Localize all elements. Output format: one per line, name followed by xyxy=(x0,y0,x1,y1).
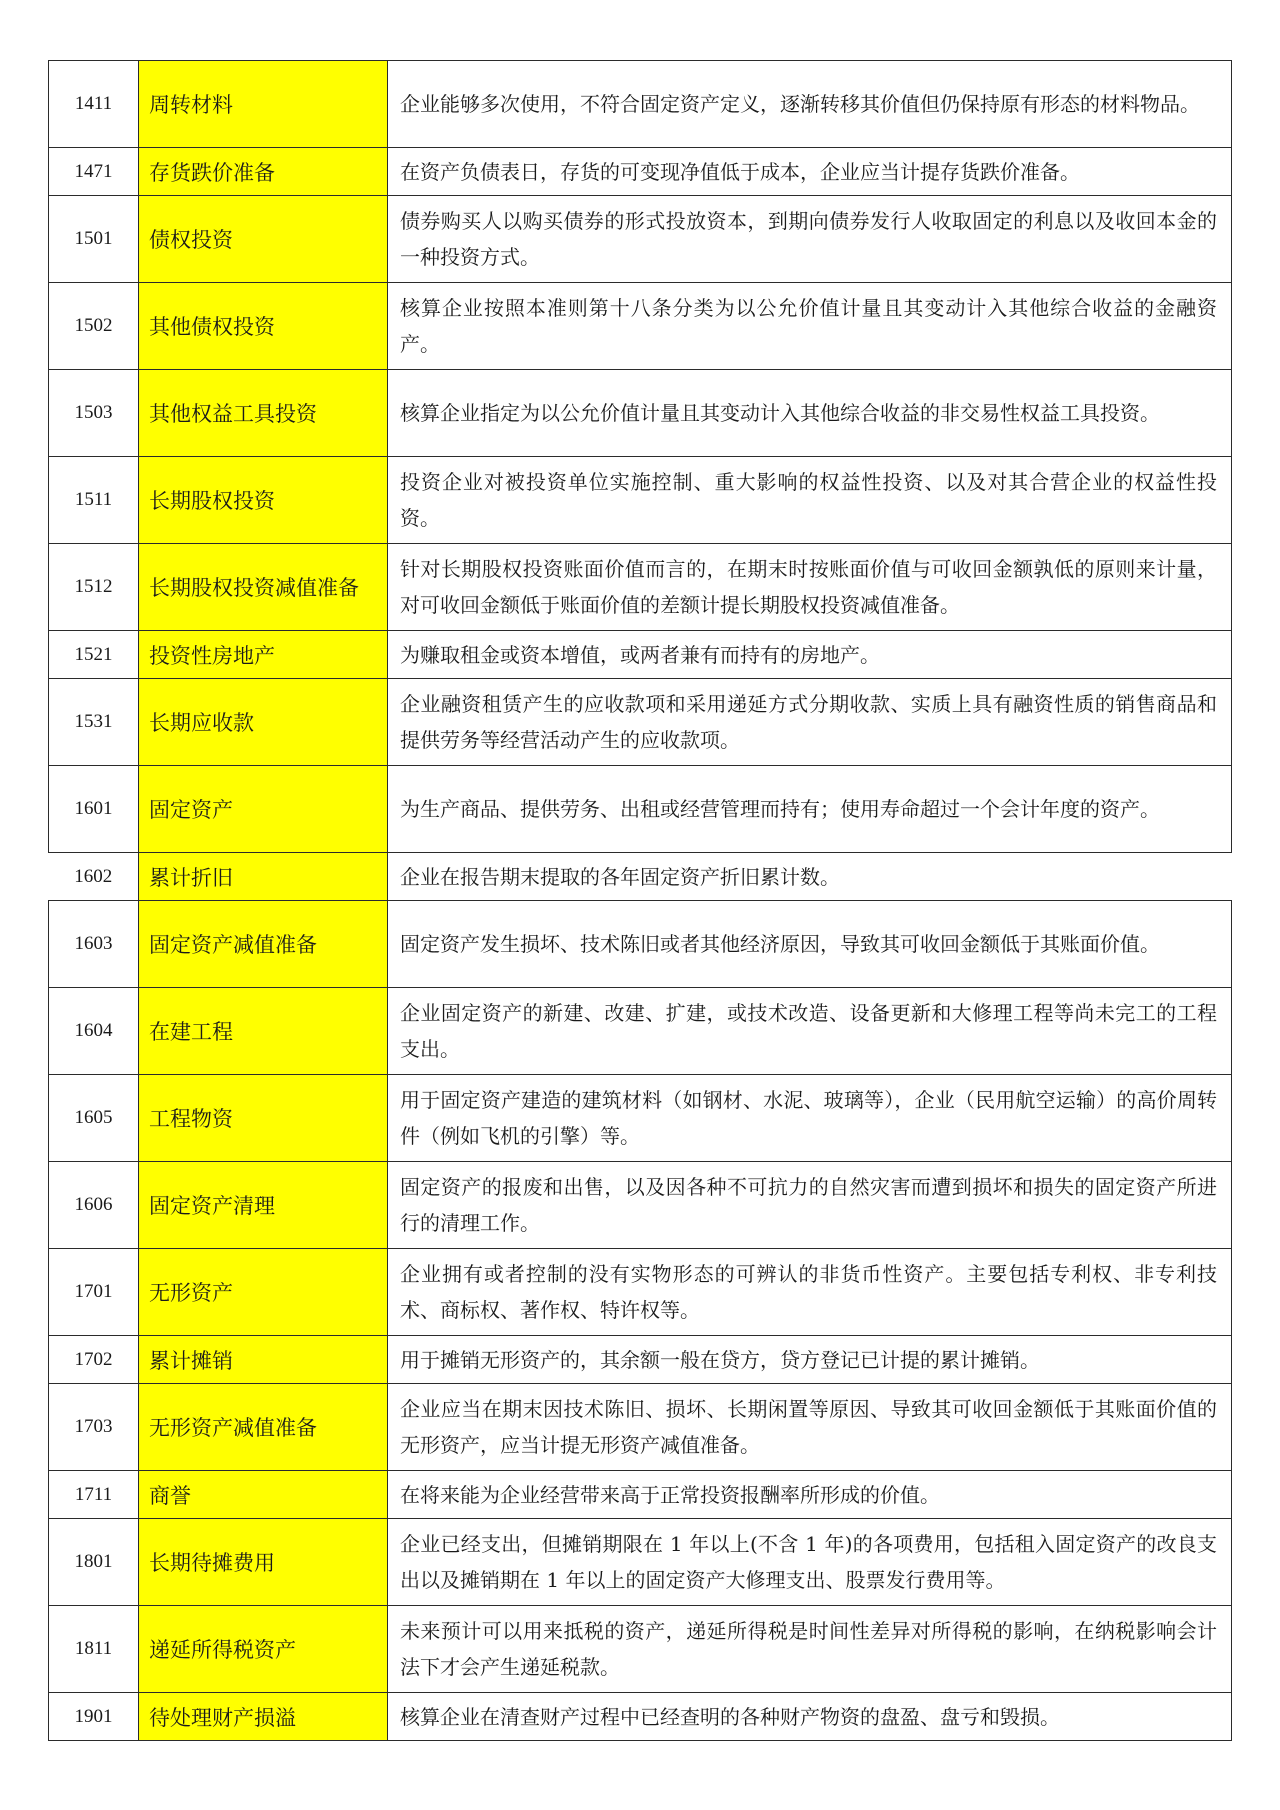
account-description: 核算企业指定为以公允价值计量且其变动计入其他综合收益的非交易性权益工具投资。 xyxy=(388,370,1232,457)
account-description: 用于摊销无形资产的，其余额一般在贷方，贷方登记已计提的累计摊销。 xyxy=(388,1336,1232,1384)
table-row xyxy=(49,901,1232,988)
account-description: 固定资产发生损坏、技术陈旧或者其他经济原因，导致其可收回金额低于其账面价值。 xyxy=(388,901,1232,988)
account-description: 针对长期股权投资账面价值而言的，在期末时按账面价值与可收回金额孰低的原则来计量，对可收回金额低于账面价值的差额计提长期股权投资减值准备。 xyxy=(388,544,1232,631)
account-description: 核算企业在清查财产过程中已经查明的各种财产物资的盘盈、盘亏和毁损。 xyxy=(388,1693,1232,1741)
account-code: 1604 xyxy=(49,988,139,1075)
account-code: 1531 xyxy=(49,679,139,766)
account-name: 长期股权投资 xyxy=(139,457,388,544)
table-row xyxy=(49,457,1232,544)
account-name: 无形资产 xyxy=(139,1249,388,1336)
account-code: 1702 xyxy=(49,1336,139,1384)
account-code: 1801 xyxy=(49,1519,139,1606)
account-name: 递延所得税资产 xyxy=(139,1606,388,1693)
account-description: 投资企业对被投资单位实施控制、重大影响的权益性投资、以及对其合营企业的权益性投资。 xyxy=(388,457,1232,544)
account-code: 1605 xyxy=(49,1075,139,1162)
table-row xyxy=(49,853,1232,901)
account-name: 固定资产清理 xyxy=(139,1162,388,1249)
account-name: 债权投资 xyxy=(139,196,388,283)
account-name: 无形资产减值准备 xyxy=(139,1384,388,1471)
account-name: 其他债权投资 xyxy=(139,283,388,370)
table-row xyxy=(49,1162,1232,1249)
table-row xyxy=(49,1336,1232,1384)
account-code: 1711 xyxy=(49,1471,139,1519)
account-description: 企业拥有或者控制的没有实物形态的可辨认的非货币性资产。主要包括专利权、非专利技术、商标权、著作权、特许权等。 xyxy=(388,1249,1232,1336)
account-code: 1511 xyxy=(49,457,139,544)
account-code: 1603 xyxy=(49,901,139,988)
account-code: 1512 xyxy=(49,544,139,631)
account-name: 固定资产减值准备 xyxy=(139,901,388,988)
account-description: 为赚取租金或资本增值，或两者兼有而持有的房地产。 xyxy=(388,631,1232,679)
table-row xyxy=(49,766,1232,853)
account-code: 1411 xyxy=(49,61,139,148)
account-code: 1901 xyxy=(49,1693,139,1741)
account-name: 投资性房地产 xyxy=(139,631,388,679)
account-name: 长期待摊费用 xyxy=(139,1519,388,1606)
table-row xyxy=(49,1471,1232,1519)
account-code: 1701 xyxy=(49,1249,139,1336)
account-description: 在将来能为企业经营带来高于正常投资报酬率所形成的价值。 xyxy=(388,1471,1232,1519)
table-row xyxy=(49,1606,1232,1693)
account-name: 工程物资 xyxy=(139,1075,388,1162)
table-row xyxy=(49,1075,1232,1162)
table-row xyxy=(49,679,1232,766)
table-row xyxy=(49,1519,1232,1606)
account-description: 企业融资租赁产生的应收款项和采用递延方式分期收款、实质上具有融资性质的销售商品和提供劳务等经营活动产生的应收款项。 xyxy=(388,679,1232,766)
table-row xyxy=(49,283,1232,370)
account-description: 核算企业按照本准则第十八条分类为以公允价值计量且其变动计入其他综合收益的金融资产。 xyxy=(388,283,1232,370)
account-name: 在建工程 xyxy=(139,988,388,1075)
table-row xyxy=(49,61,1232,148)
account-description: 债券购买人以购买债券的形式投放资本，到期向债券发行人收取固定的利息以及收回本金的一种投资方式。 xyxy=(388,196,1232,283)
account-name: 商誉 xyxy=(139,1471,388,1519)
table-row xyxy=(49,196,1232,283)
account-code: 1602 xyxy=(49,853,139,901)
account-description: 企业能够多次使用，不符合固定资产定义，逐渐转移其价值但仍保持原有形态的材料物品。 xyxy=(388,61,1232,148)
account-code: 1501 xyxy=(49,196,139,283)
account-description: 企业已经支出，但摊销期限在 1 年以上(不含 1 年)的各项费用，包括租入固定资产的改良支出以及摊销期在 1 年以上的固定资产大修理支出、股票发行费用等。 xyxy=(388,1519,1232,1606)
table-row xyxy=(49,544,1232,631)
account-description: 企业应当在期末因技术陈旧、损坏、长期闲置等原因、导致其可收回金额低于其账面价值的无形资产，应当计提无形资产减值准备。 xyxy=(388,1384,1232,1471)
account-code: 1811 xyxy=(49,1606,139,1693)
page-sheet xyxy=(48,60,1231,1741)
account-name: 待处理财产损溢 xyxy=(139,1693,388,1741)
account-description: 固定资产的报废和出售，以及因各种不可抗力的自然灾害而遭到损坏和损失的固定资产所进行的清理工作。 xyxy=(388,1162,1232,1249)
account-name: 长期股权投资减值准备 xyxy=(139,544,388,631)
account-name: 存货跌价准备 xyxy=(139,148,388,196)
account-code: 1521 xyxy=(49,631,139,679)
account-name: 累计折旧 xyxy=(139,853,388,901)
account-name: 长期应收款 xyxy=(139,679,388,766)
account-description: 企业固定资产的新建、改建、扩建，或技术改造、设备更新和大修理工程等尚未完工的工程支出。 xyxy=(388,988,1232,1075)
account-code: 1601 xyxy=(49,766,139,853)
table-row xyxy=(49,631,1232,679)
table-row xyxy=(49,1693,1232,1741)
account-name: 周转材料 xyxy=(139,61,388,148)
account-description: 为生产商品、提供劳务、出租或经营管理而持有；使用寿命超过一个会计年度的资产。 xyxy=(388,766,1232,853)
account-description: 未来预计可以用来抵税的资产，递延所得税是时间性差异对所得税的影响，在纳税影响会计法下才会产生递延税款。 xyxy=(388,1606,1232,1693)
account-code: 1703 xyxy=(49,1384,139,1471)
account-name: 其他权益工具投资 xyxy=(139,370,388,457)
table-row xyxy=(49,370,1232,457)
table-row xyxy=(49,148,1232,196)
account-description: 企业在报告期末提取的各年固定资产折旧累计数。 xyxy=(388,853,1232,901)
accounts-table xyxy=(48,60,1232,1741)
account-name: 固定资产 xyxy=(139,766,388,853)
table-row xyxy=(49,1384,1232,1471)
account-code: 1502 xyxy=(49,283,139,370)
table-row xyxy=(49,988,1232,1075)
account-code: 1606 xyxy=(49,1162,139,1249)
account-code: 1503 xyxy=(49,370,139,457)
account-code: 1471 xyxy=(49,148,139,196)
account-name: 累计摊销 xyxy=(139,1336,388,1384)
account-description: 在资产负债表日，存货的可变现净值低于成本，企业应当计提存货跌价准备。 xyxy=(388,148,1232,196)
account-description: 用于固定资产建造的建筑材料（如钢材、水泥、玻璃等），企业（民用航空运输）的高价周转件（例如飞机的引擎）等。 xyxy=(388,1075,1232,1162)
table-row xyxy=(49,1249,1232,1336)
